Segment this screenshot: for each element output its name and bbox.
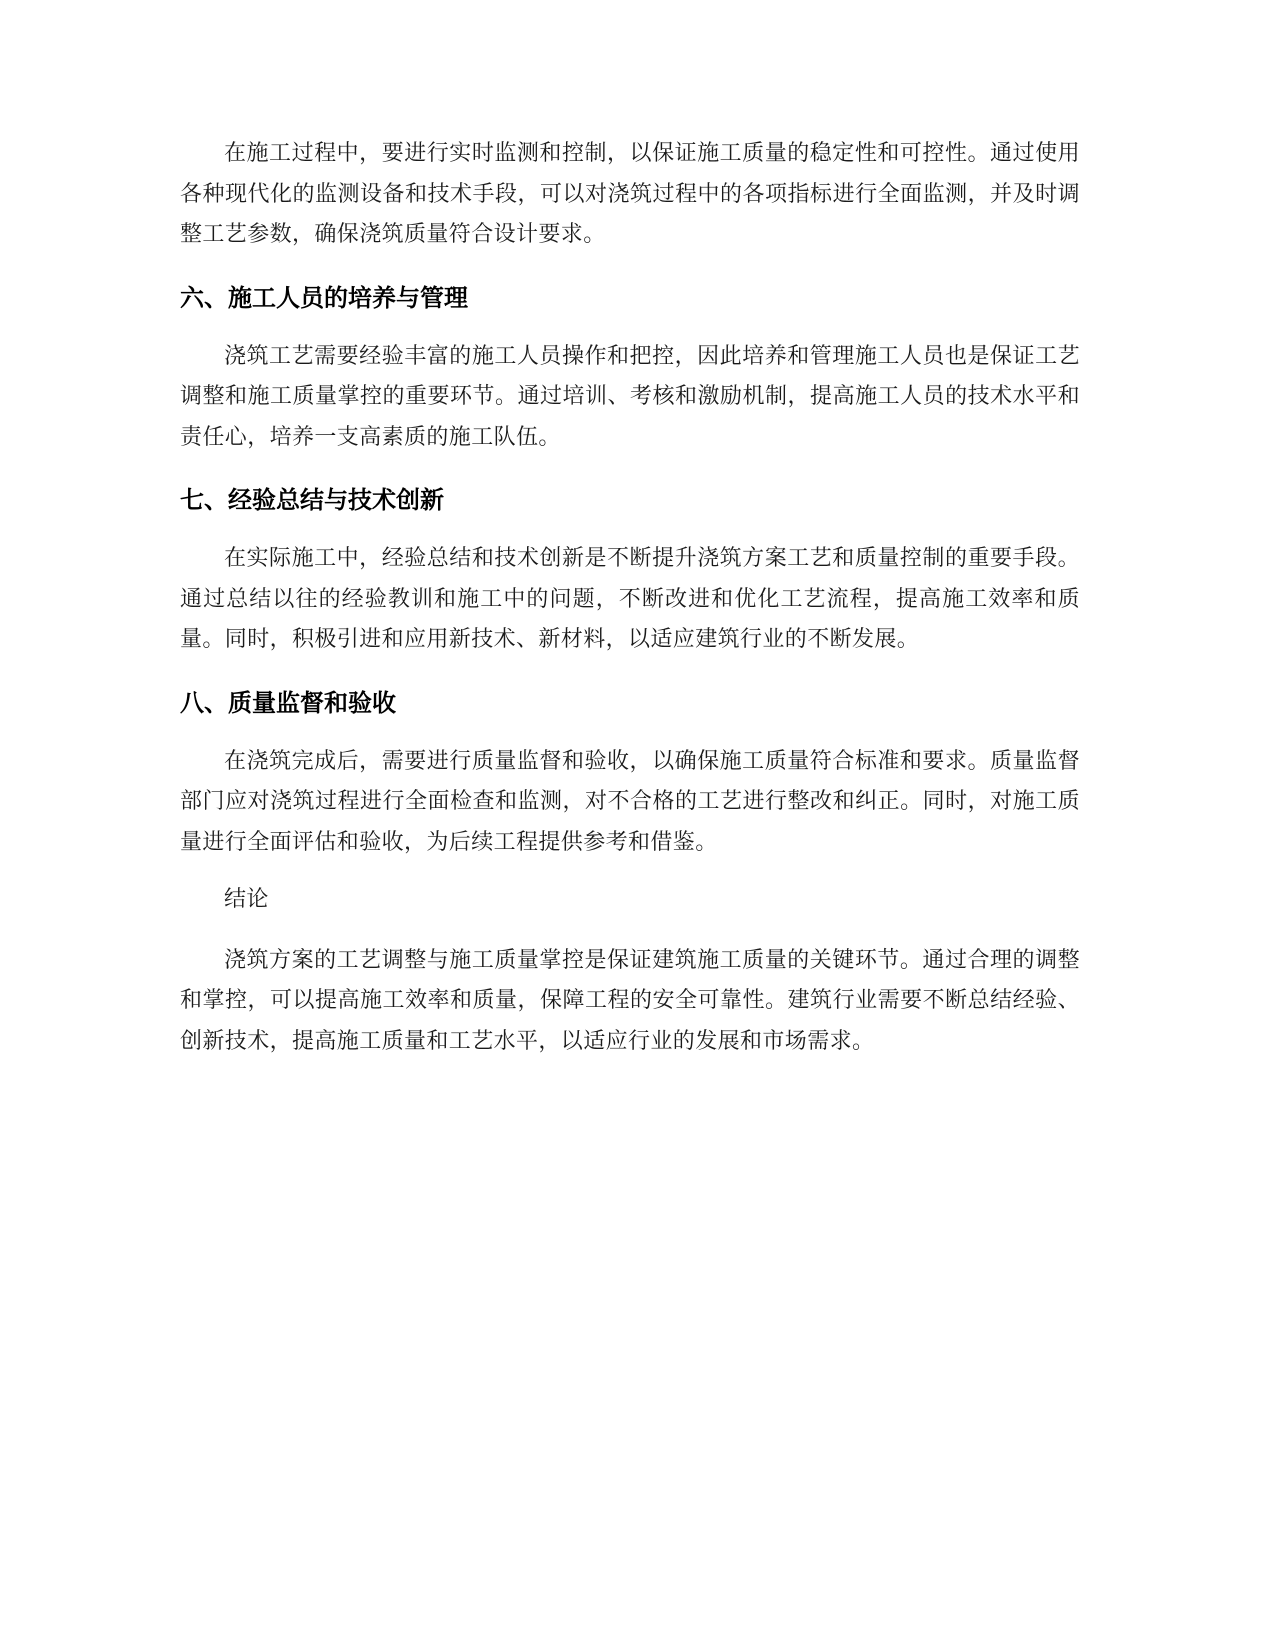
section-paragraph-6: 浇筑工艺需要经验丰富的施工人员操作和把控，因此培养和管理施工人员也是保证工艺调整和施工质量掌控的重要环节。通过培训、考核和激励机制，提高施工人员的技术水平和责任心，培养一支高素质的施工队伍。 (180, 343, 1080, 450)
conclusion-label: 结论 (224, 887, 269, 912)
section-heading-6: 六、施工人员的培养与管理 (180, 283, 468, 312)
section-paragraph-8: 在浇筑完成后，需要进行质量监督和验收，以确保施工质量符合标准和要求。质量监督部门应对浇筑过程进行全面检查和监测，对不合格的工艺进行整改和纠正。同时，对施工质量进行全面评估和验收，为后续工程提供参考和借鉴。 (180, 748, 1080, 855)
intro-paragraph: 在施工过程中，要进行实时监测和控制，以保证施工质量的稳定性和可控性。通过使用各种现代化的监测设备和技术手段，可以对浇筑过程中的各项指标进行全面监测，并及时调整工艺参数，确保浇筑质量符合设计要求。 (180, 141, 1080, 247)
section-heading-8: 八、质量监督和验收 (180, 688, 396, 717)
document-body (180, 134, 1080, 1062)
section-paragraph-7: 在实际施工中，经验总结和技术创新是不断提升浇筑方案工艺和质量控制的重要手段。通过总结以往的经验教训和施工中的问题，不断改进和优化工艺流程，提高施工效率和质量。同时，积极引进和应用新技术、新材料，以适应建筑行业的不断发展。 (180, 546, 1080, 652)
conclusion-paragraph: 浇筑方案的工艺调整与施工质量掌控是保证建筑施工质量的关键环节。通过合理的调整和掌控，可以提高施工效率和质量，保障工程的安全可靠性。建筑行业需要不断总结经验、创新技术，提高施工质量和工艺水平，以适应行业的发展和市场需求。 (180, 947, 1080, 1054)
section-heading-7: 七、经验总结与技术创新 (180, 486, 444, 514)
